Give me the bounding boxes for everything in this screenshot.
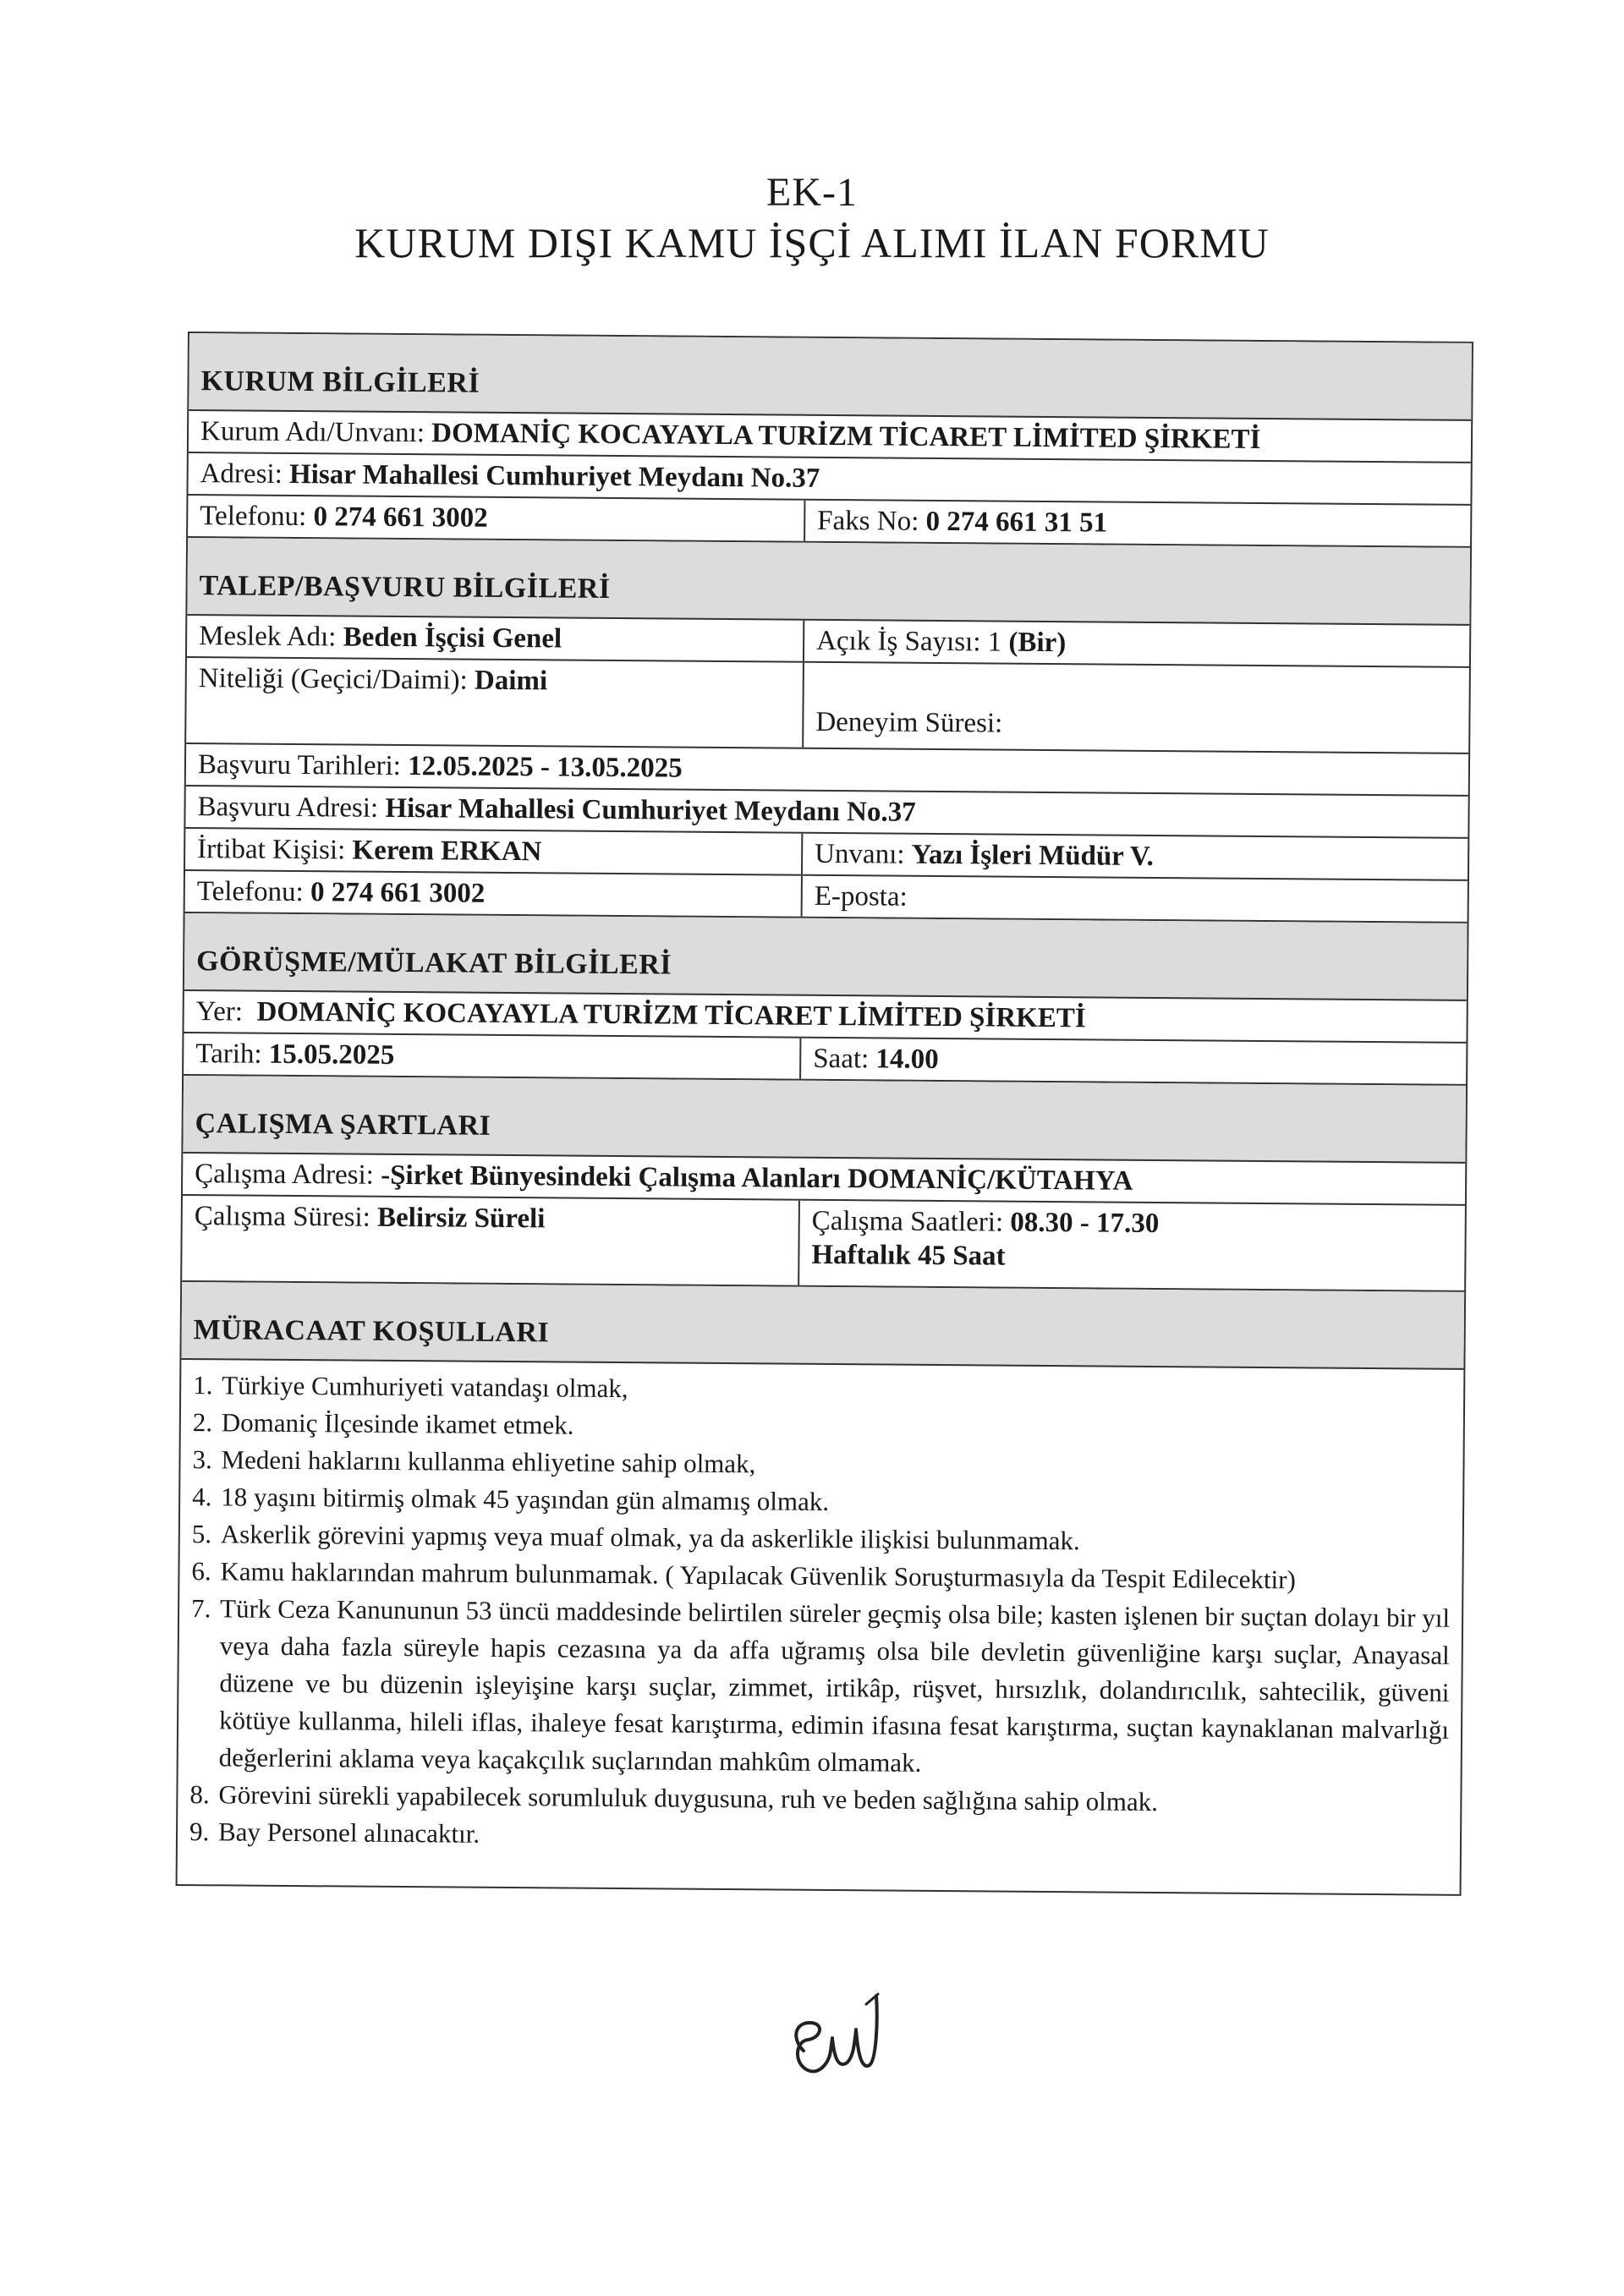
- conditions-row: [178, 1360, 1464, 1894]
- interview-place: DOMANİÇ KOCAYAYLA TURİZM TİCARET LİMİTED ŞİRKETİ: [256, 996, 1086, 1034]
- section-kurum-header: [189, 333, 1472, 421]
- field-label: Çalışma Adresi:: [195, 1159, 375, 1191]
- item-number: 8.: [189, 1779, 210, 1810]
- institution-fax: 0 274 661 31 51: [925, 506, 1108, 539]
- section-title: ÇALIŞMA ŞARTLARI: [195, 1108, 491, 1142]
- item-number: 9.: [189, 1817, 210, 1847]
- section-title: TALEP/BAŞVURU BİLGİLERİ: [199, 570, 611, 605]
- item-number: 2.: [192, 1407, 213, 1438]
- item-text: Medeni haklarını kullanma ehliyetine sahip olmak,: [221, 1444, 756, 1479]
- item-text: Görevini sürekli yapabilecek sorumluluk duygusuna, ruh ve beden sağlığına sahip olmak.: [218, 1779, 1159, 1817]
- work-address: -Şirket Bünyesindeki Çalışma Alanları DOMANİÇ/KÜTAHYA: [381, 1159, 1133, 1197]
- work-duration: Belirsiz Süreli: [376, 1202, 546, 1235]
- job-type: Daimi: [474, 665, 548, 697]
- item-number: 7.: [191, 1593, 211, 1624]
- weekly-hours: Haftalık 45 Saat: [811, 1239, 1006, 1272]
- job-title: Beden İşçisi Genel: [343, 622, 562, 655]
- contact-person: Kerem ERKAN: [352, 835, 542, 868]
- field-label: Tarih:: [195, 1038, 262, 1070]
- section-muracaat-header: [181, 1282, 1464, 1370]
- field-label: Başvuru Adresi:: [197, 792, 379, 824]
- field-label: Saat:: [813, 1043, 870, 1075]
- section-calisma-header: [183, 1076, 1466, 1164]
- item-text: Türkiye Cumhuriyeti vatandaşı olmak,: [222, 1370, 628, 1404]
- work-hours: 08.30 - 17.30: [1010, 1207, 1160, 1240]
- field-label: Açık İş Sayısı:: [816, 625, 981, 658]
- item-number: 1.: [193, 1370, 213, 1400]
- field-label: Niteliği (Geçici/Daimi):: [198, 663, 468, 696]
- talep-type-row: [186, 658, 1469, 754]
- item-number: 5.: [191, 1519, 212, 1549]
- field-label: Kurum Adı/Unvanı:: [200, 416, 425, 449]
- section-talep-header: [187, 538, 1470, 626]
- application-address: Hisar Mahallesi Cumhuriyet Meydanı No.37: [385, 792, 916, 828]
- field-label: E-posta:: [814, 880, 908, 912]
- item-text: Bay Personel alınacaktır.: [217, 1817, 480, 1849]
- item-text: Türk Ceza Kanununun 53 üncü maddesinde belirtilen süreler geçmiş olsa bile; kasten işlenen bir suçtan dolayı bir yıl veya daha fazla süreyle hapis cezasına ya da affa uğramış olsa bile devletin güvenliğine karşı suçlar, Anayasal düzene ve bu düzenin işleyişine karşı suçlar, zimmet, irtikâp, rüşvet, hırsızlık, dolandırıcılık, sahtecilik, güveni kötüye kullanma, hileli iflas, ihaleye fesat karıştırma, edimin ifasına fesat karıştırma, suçtan kaynaklanan malvarlığı değerlerini aklama veya kaçakçılık suçlarından mahkûm olmamak.: [218, 1593, 1451, 1778]
- field-label: Unvanı:: [815, 838, 905, 870]
- item-number: 6.: [191, 1556, 211, 1586]
- section-title: GÖRÜŞME/MÜLAKAT BİLGİLERİ: [196, 945, 672, 981]
- item-number: 4.: [192, 1482, 212, 1512]
- conditions-list: [178, 1360, 1464, 1894]
- field-label: Başvuru Tarihleri:: [197, 749, 402, 781]
- openings-count: 1: [987, 627, 1002, 658]
- field-label: Yer:: [195, 996, 244, 1027]
- interview-time: 14.00: [875, 1044, 939, 1075]
- section-title: KURUM BİLGİLERİ: [200, 365, 480, 399]
- document-title: KURUM DIŞI KAMU İŞÇİ ALIMI İLAN FORMU: [354, 219, 1270, 266]
- contact-title: Yazı İşleri Müdür V.: [911, 839, 1154, 872]
- item-text: Domaniç İlçesinde ikamet etmek.: [221, 1407, 574, 1440]
- announcement-form: [176, 332, 1473, 1896]
- section-title: MÜRACAAT KOŞULLARI: [193, 1314, 550, 1349]
- field-label: Faks No:: [817, 505, 919, 537]
- item-text: Askerlik görevini yapmış veya muaf olmak, ya da askerlikle ilişkisi bulunmamak.: [220, 1519, 1080, 1556]
- field-label: İrtibat Kişisi:: [197, 834, 346, 866]
- item-text: Kamu haklarından mahrum bulunmamak. ( Yapılacak Güvenlik Soruşturmasıyla da Tespit Edilecektir): [220, 1556, 1297, 1595]
- field-label: Adresi:: [200, 458, 283, 490]
- field-label: Telefonu:: [196, 876, 304, 908]
- field-label: Meslek Adı:: [199, 621, 337, 653]
- item-number: 3.: [192, 1444, 212, 1475]
- institution-name: DOMANİÇ KOCAYAYLA TURİZM TİCARET LİMİTED ŞİRKETİ: [431, 418, 1261, 455]
- interview-date: 15.05.2025: [268, 1038, 395, 1071]
- application-dates: 12.05.2025 - 13.05.2025: [408, 751, 683, 784]
- contact-phone: 0 274 661 3002: [310, 877, 486, 909]
- institution-phone: 0 274 661 3002: [313, 501, 488, 534]
- item-text: 18 yaşını bitirmiş olmak 45 yaşından gün almamış olmak.: [221, 1482, 830, 1516]
- field-label: Deneyim Süresi:: [815, 706, 1003, 739]
- institution-address: Hisar Mahallesi Cumhuriyet Meydanı No.37: [288, 458, 820, 494]
- document-code: EK-1: [766, 170, 858, 215]
- openings-word: (Bir): [1008, 627, 1067, 659]
- section-gorusme-header: [184, 913, 1468, 1001]
- field-label: Telefonu:: [200, 501, 307, 533]
- field-label: Çalışma Saatleri:: [811, 1205, 1004, 1238]
- handwritten-signature: [778, 1970, 905, 2106]
- field-label: Çalışma Süresi:: [194, 1201, 370, 1233]
- list-item: [190, 1590, 1451, 1786]
- calisma-duration-row: [182, 1196, 1465, 1292]
